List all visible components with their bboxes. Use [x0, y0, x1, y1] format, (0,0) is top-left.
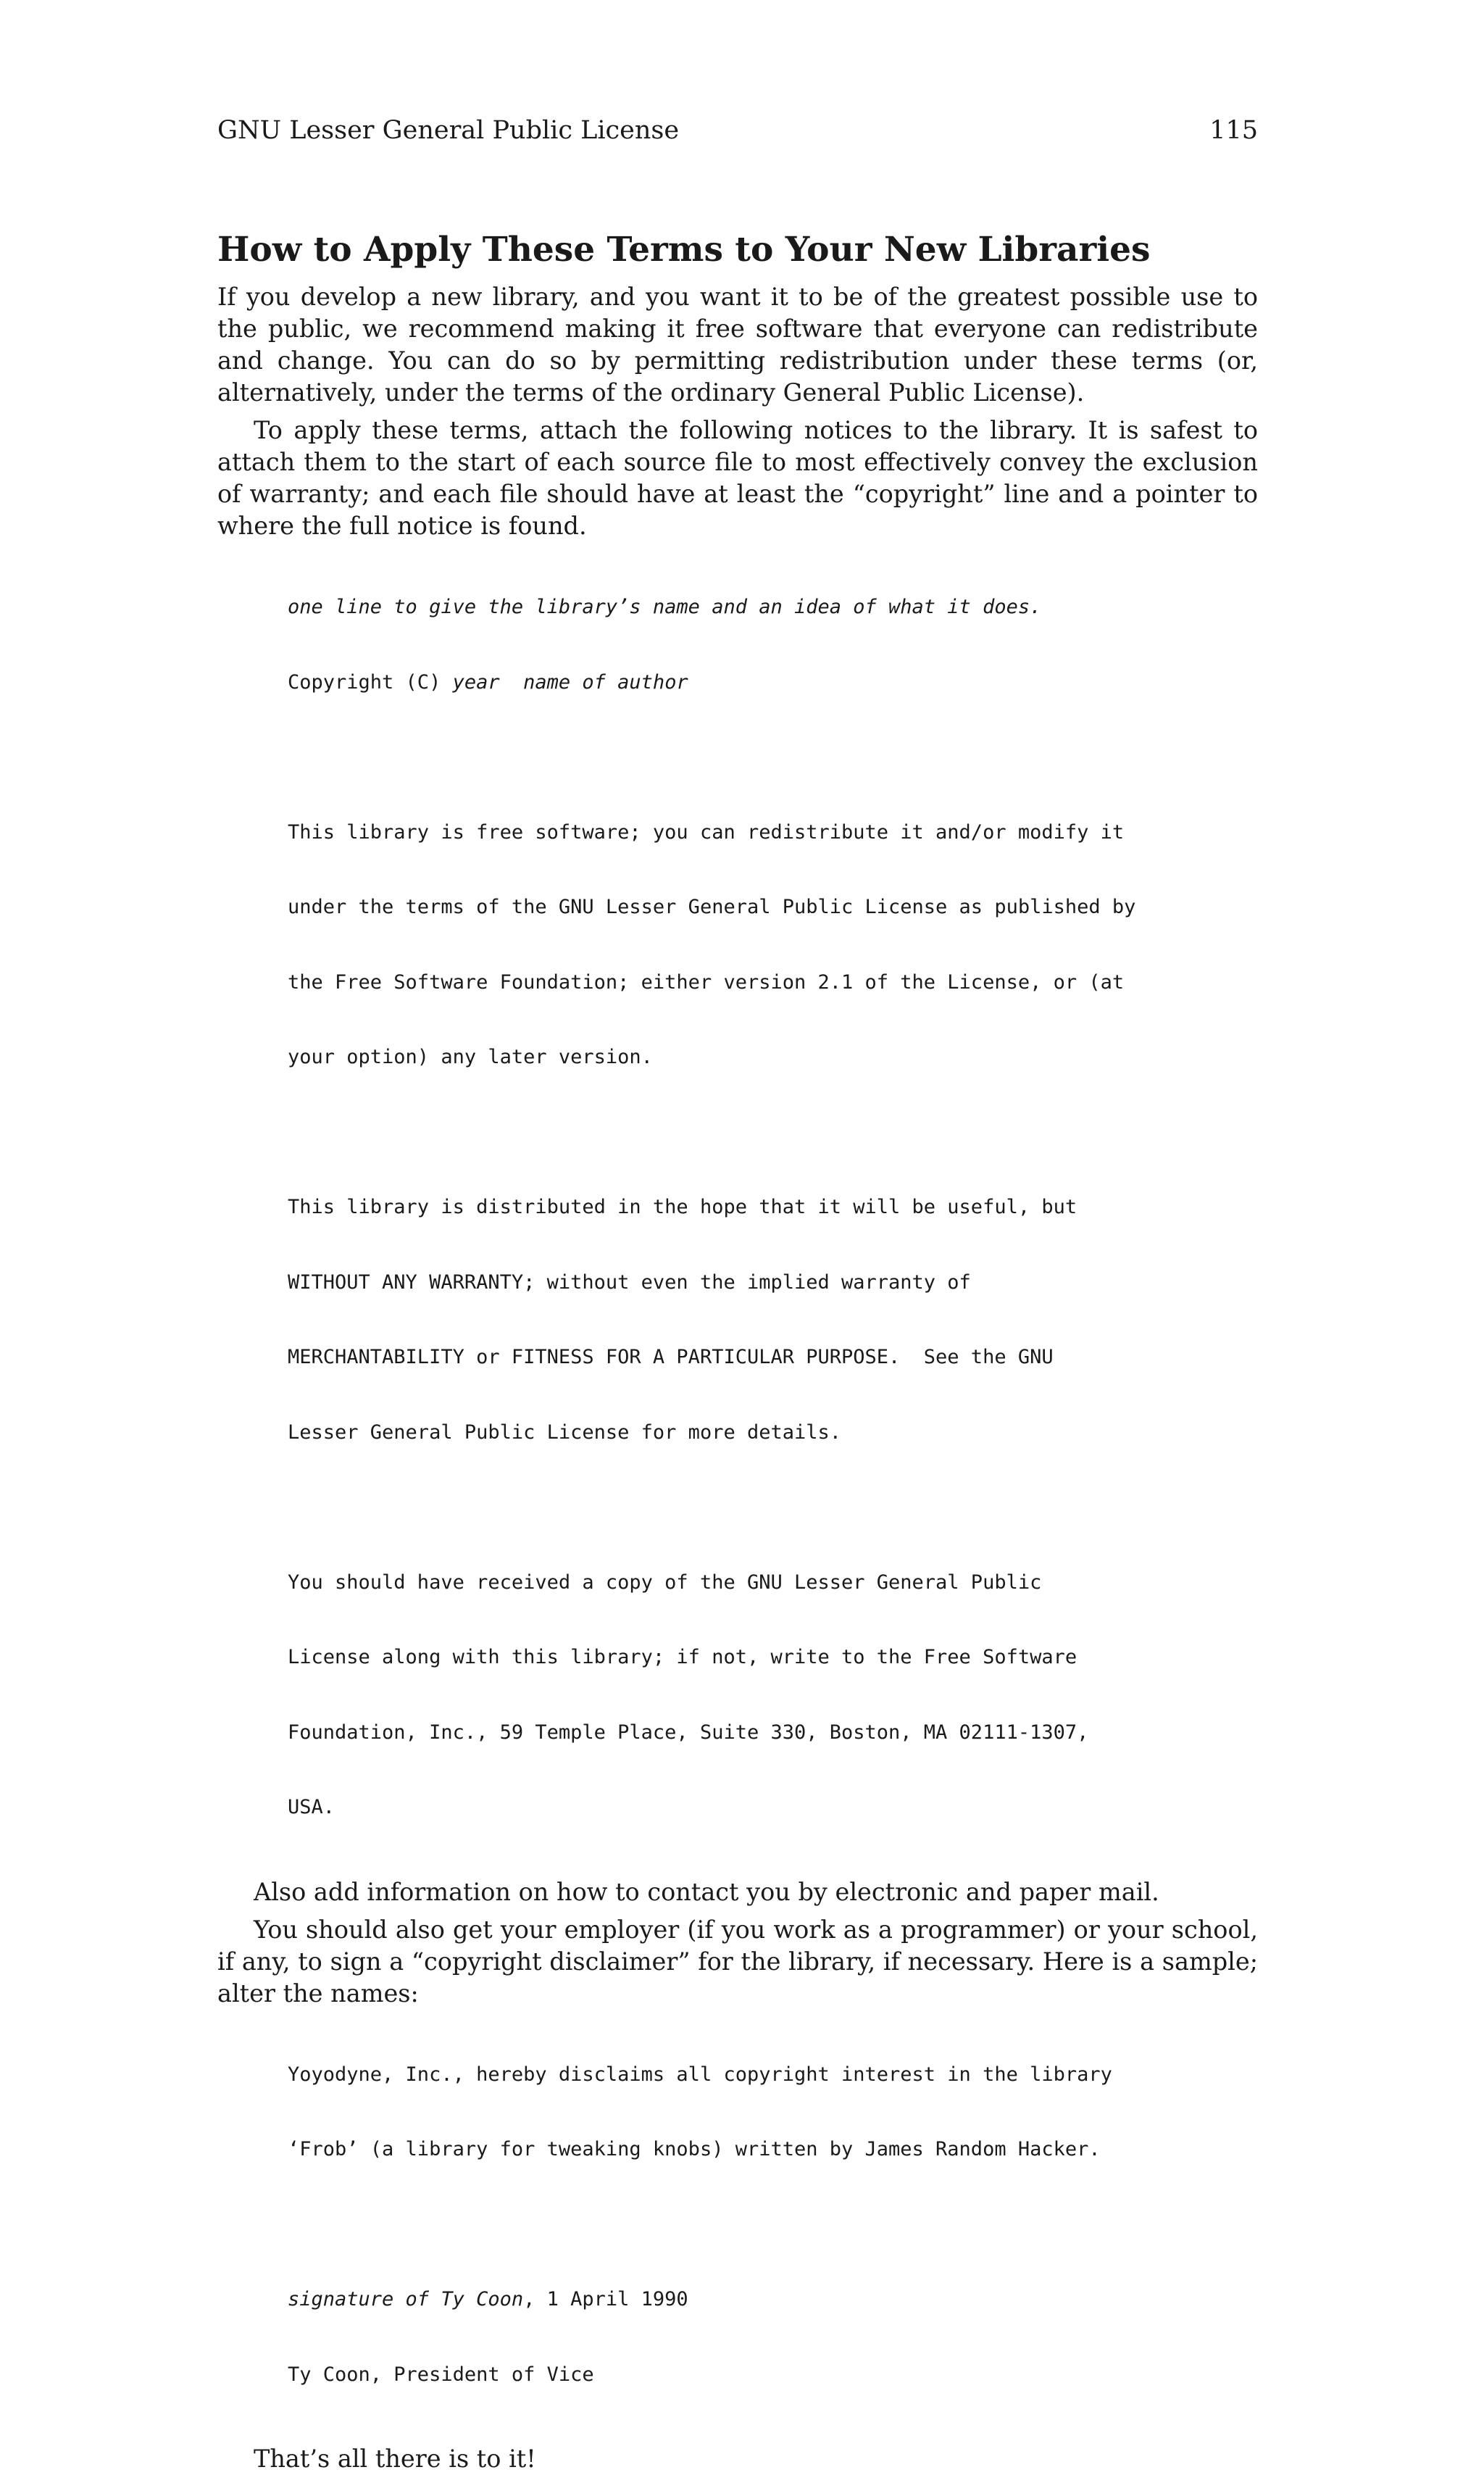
signature-line [288, 2287, 1258, 2313]
notice-description-placeholder: one line to give the library’s name and an idea of what it does. [288, 596, 1042, 618]
notice-line: Lesser General Public License for more details. [288, 1420, 842, 1444]
disclaimer-line: ‘Frob’ (a library for tweaking knobs) written by James Random Hacker. [288, 2138, 1101, 2160]
author-placeholder: name of author [523, 670, 688, 694]
notice-line: Foundation, Inc., 59 Temple Place, Suite 330, Boston, MA 02111-1307, [288, 1721, 1089, 1744]
code-blank-line [288, 1120, 1258, 1146]
copyright-prefix: Copyright (C) [288, 670, 453, 694]
main-content [217, 225, 1258, 2475]
notice-line-description [288, 595, 1258, 620]
disclaimer-code-block [288, 2013, 1258, 2438]
paragraph-closing: That’s all there is to it! [254, 2445, 536, 2473]
code-blank-line [288, 2213, 1258, 2238]
copyright-separator [500, 671, 524, 694]
page-number: 115 [1209, 116, 1258, 145]
signature-date: , 1 April 1990 [523, 2288, 688, 2310]
paragraph-intro: If you develop a new library, and you want it to be of the greatest possible use to the public, we recommend making it free software that everyone can redistribute and change. You can do so by permitting redistribution under these terms (or, alternatively, under the terms of the ordinary General Public License). [217, 283, 1258, 407]
signer-title-line: Ty Coon, President of Vice [288, 2363, 594, 2386]
notice-line: MERCHANTABILITY or FITNESS FOR A PARTICULAR PURPOSE. See the GNU [288, 1346, 1054, 1368]
signature-placeholder: signature of Ty Coon [288, 2288, 524, 2310]
notice-line: USA. [288, 1796, 335, 1818]
paragraph-employer-disclaimer: You should also get your employer (if you work as a programmer) or your school, if any, to sign a “copyright disclaimer” for the library, if necessary. Here is a sample; alter the names: [217, 1915, 1258, 2008]
notice-line: your option) any later version. [288, 1046, 653, 1068]
disclaimer-line: Yoyodyne, Inc., hereby disclaims all copyright interest in the library [288, 2063, 1112, 2086]
paragraph-contact-info: Also add information on how to contact you by electronic and paper mail. [254, 1877, 1159, 1906]
section-title: How to Apply These Terms to Your New Libraries [217, 230, 1151, 270]
notice-line: This library is distributed in the hope that it will be useful, but [288, 1196, 1077, 1218]
notice-line: You should have received a copy of the GNU Lesser General Public [288, 1571, 1042, 1594]
paragraph-apply-terms: To apply these terms, attach the following notices to the library. It is safest to attach them to the start of each source file to most effectively convey the exclusion of warranty; and each file should have at least the “copyright” line and a pointer to where the full notice is found. [217, 416, 1258, 540]
notice-line-copyright [288, 670, 1258, 696]
code-blank-line [288, 1495, 1258, 1521]
notice-line: under the terms of the GNU Lesser General Public License as published by [288, 896, 1136, 918]
notice-line: the Free Software Foundation; either version 2.1 of the License, or (at [288, 970, 1125, 994]
running-header [217, 115, 1258, 146]
notice-code-block [288, 545, 1258, 1871]
notice-line: This library is free software; you can redistribute it and/or modify it [288, 820, 1125, 844]
header-title: GNU Lesser General Public License [217, 116, 680, 145]
year-placeholder: year [452, 670, 500, 694]
notice-line: License along with this library; if not, write to the Free Software [288, 1646, 1077, 1668]
notice-line: WITHOUT ANY WARRANTY; without even the implied warranty of [288, 1270, 971, 1294]
code-blank-line [288, 745, 1258, 770]
